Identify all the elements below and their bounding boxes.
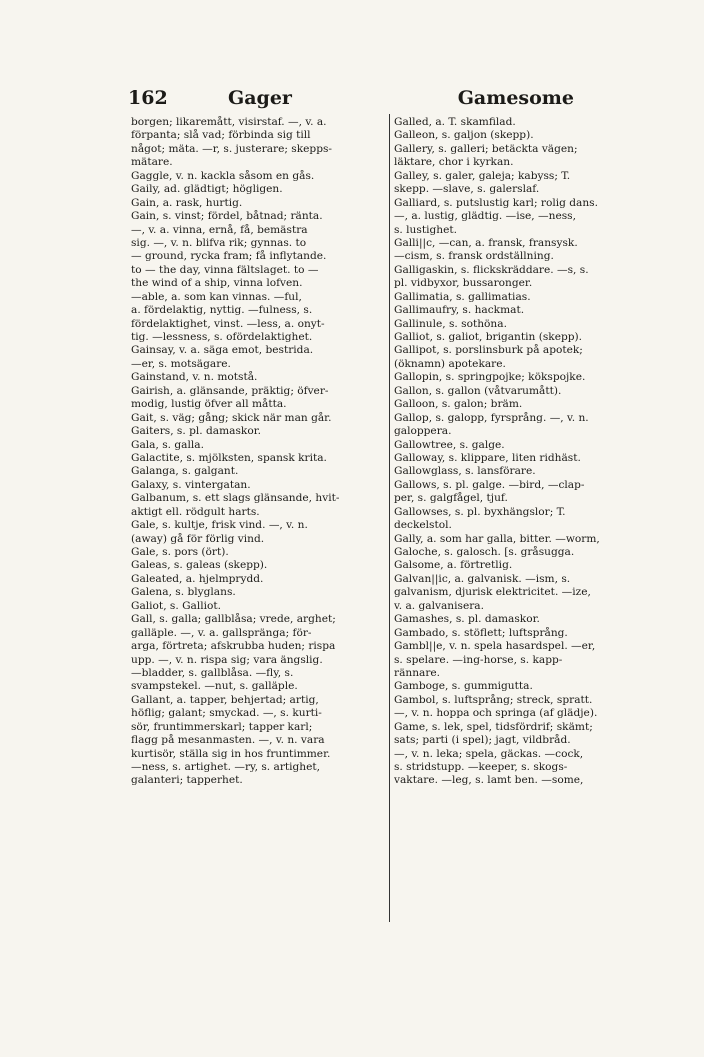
entry-line: (away) gå för förlig vind. [131,532,265,545]
entry-line: Gamashes, s. pl. damaskor. [394,613,540,626]
entry-line: Galena, s. blyglans. [131,586,236,599]
entry-line: Gain, s. vinst; fördel, båtnad; ränta. [131,210,323,223]
entry-line: Galaxy, s. vintergatan. [131,478,251,491]
left-guide-word: Gager [228,87,292,109]
entry-line: Galvan||ic, a. galvanisk. —ism, s. [394,572,571,585]
entry-line: Game, s. lek, spel, tidsfördrif; skämt; [394,720,593,733]
entry-line: Gale, s. kultje, frisk vind. —, v. n. [131,519,308,532]
entry-line: Gallop, s. galopp, fyrsprång. —, v. n. [394,411,589,424]
entry-line: mätare. [131,156,173,169]
entry-line: aktigt ell. rödgult harts. [131,505,260,518]
entry-line: galanteri; tapperhet. [131,774,243,787]
entry-line: —ness, s. artighet. —ry, s. artighet, [131,761,321,773]
entry-line: läktare, chor i kyrkan. [394,156,514,169]
entry-line: Galled, a. T. skamfilad. [394,116,516,128]
entry-line: Gambado, s. stöflett; luftsprång. [394,626,568,639]
left-column [131,116,384,924]
entry-line: flagg på mesanmasten. —, v. n. vara [131,734,325,747]
entry-line: kurtisör, ställa sig in hos fruntimmer. [131,747,331,760]
entry-line: —able, a. som kan vinnas. —ful, [131,290,302,303]
entry-line: något; mäta. —r, s. justerare; skepps- [131,142,332,155]
entry-line: Gainstand, v. n. motstå. [131,371,258,384]
column-divider [389,114,390,922]
entry-line: Galleon, s. galjon (skepp). [394,129,534,142]
entry-line: Gallows, s. pl. galge. —bird, —clap- [394,478,585,491]
entry-line: Gain, a. rask, hurtig. [131,196,243,209]
entry-line: fördelaktighet, vinst. —less, a. onyt- [131,317,325,330]
entry-line: Galactite, s. mjölksten, spansk krita. [131,451,327,464]
entry-line: galläple. —, v. a. gallspränga; för- [131,626,312,639]
page-number: 162 [128,87,168,109]
entry-line: Galeas, s. galeas (skepp). [131,559,268,572]
entry-line: Gairish, a. glänsande, präktig; öfver- [131,384,329,397]
entry-line: —, v. n. leka; spela, gäckas. —cock, [394,747,584,760]
entry-line: — ground, rycka fram; få inflytande. [131,250,327,263]
entry-line: —, a. lustig, glädtig. —ise, —ness, [394,210,576,223]
entry-line: sig. —, v. n. blifva rik; gynnas. to [131,236,307,249]
entry-line: Galoche, s. galosch. [s. gråsugga. [394,546,575,558]
entry-line: Gaiters, s. pl. damaskor. [131,425,261,438]
entry-line: rännare. [394,666,441,679]
entry-line: pl. vidbyxor, bussaronger. [394,277,533,290]
entry-line: förpanta; slå vad; förbinda sig till [131,129,311,142]
entry-line: Gala, s. galla. [131,438,204,451]
entry-line: Gallery, s. galleri; betäckta vägen; [394,142,578,155]
entry-line: Gait, s. väg; gång; skick när man går. [131,411,332,424]
entry-line: Gallinule, s. sothöna. [394,317,507,330]
entry-line: —, v. n. hoppa och springa (af glädje). [394,707,598,720]
entry-line: Gallipot, s. porslinsburk på apotek; [394,344,583,357]
entry-line: Gallant, a. tapper, behjertad; artig, [131,693,319,706]
entry-line: vaktare. —leg, s. lamt ben. —some, [394,774,584,787]
entry-line: (öknamn) apotekare. [394,357,506,370]
entry-line: Galanga, s. galgant. [131,465,239,478]
entry-line: —, v. a. vinna, ernå, få, bemästra [131,223,308,236]
entry-line: a. fördelaktig, nyttig. —fulness, s. [131,304,313,317]
entry-line: the wind of a ship, vinna lofven. [131,277,303,290]
entry-line: —er, s. motsägare. [131,357,231,370]
entry-line: Gallowtree, s. galge. [394,438,505,451]
entry-line: Galligaskin, s. flickskräddare. —s, s. [394,263,589,276]
entry-line: Galley, s. galer, galeja; kabyss; T. [394,169,571,182]
entry-line: Gall, s. galla; gallblåsa; vrede, arghet; [131,613,336,626]
entry-line: Gale, s. pors (ört). [131,546,229,558]
entry-line: Gaggle, v. n. kackla såsom en gås. [131,169,315,182]
entry-line: Gambol, s. luftsprång; streck, spratt. [394,693,593,706]
entry-line: —cism, s. fransk ordställning. [394,250,554,263]
entry-line: modig, lustig öfver all måtta. [131,398,287,411]
entry-line: Gallowglass, s. lansförare. [394,465,536,478]
entry-line: Gallimaufry, s. hackmat. [394,304,525,317]
entry-line: tig. —lessness, s. ofördelaktighet. [131,331,313,343]
entry-line: s. stridstupp. —keeper, s. skogs- [394,761,568,773]
entry-line: galoppera. [394,425,452,438]
entry-line: Gally, a. som har galla, bitter. —worm, [394,532,600,545]
entry-line: Galloway, s. klippare, liten ridhäst. [394,451,581,464]
entry-line: Galliard, s. putslustig karl; rolig dans. [394,196,598,209]
entry-line: s. spelare. —ing-horse, s. kapp- [394,653,563,666]
entry-line: Galloon, s. galon; bräm. [394,398,523,411]
entry-line: v. a. galvanisera. [394,599,484,612]
entry-line: sats; parti (i spel); jagt, vildbråd. [394,734,571,747]
entry-line: Gainsay, v. a. säga emot, bestrida. [131,344,314,357]
entry-line: svampstekel. —nut, s. galläple. [131,680,298,693]
entry-line: Galbanum, s. ett slags glänsande, hvit- [131,492,340,505]
entry-line: borgen; likaremått, visirstaf. —, v. a. [131,116,327,128]
entry-line: Galeated, a. hjelmprydd. [131,572,264,585]
entry-line: Gambl||e, v. n. spela hasardspel. —er, [394,640,596,653]
entry-line: Gaily, ad. glädtigt; högligen. [131,183,283,196]
entry-line: to — the day, vinna fältslaget. to — [131,263,319,276]
page-header [128,84,574,112]
entry-line: Galiot, s. Galliot. [131,599,222,612]
entry-line: —bladder, s. gallblåsa. —fly, s. [131,666,294,679]
entry-line: s. lustighet. [394,223,457,236]
right-column [394,116,652,924]
entry-line: galvanism, djurisk elektricitet. —ize, [394,586,591,599]
entry-line: arga, förtreta; afskrubba huden; rispa [131,640,336,653]
entry-line: Gallimatia, s. gallimatias. [394,290,531,303]
entry-line: Gamboge, s. gummigutta. [394,680,533,693]
entry-line: Gallon, s. gallon (våtvarumått). [394,384,562,397]
entry-line: skepp. —slave, s. galerslaf. [394,183,540,196]
entry-line: Gallopin, s. springpojke; kökspojke. [394,371,586,384]
entry-line: Galliot, s. galiot, brigantin (skepp). [394,331,583,343]
entry-line: höflig; galant; smyckad. —, s. kurti- [131,707,322,720]
entry-line: per, s. galgfågel, tjuf. [394,492,508,505]
right-guide-word: Gamesome [457,87,574,109]
entry-line: Galli||c, —can, a. fransk, fransysk. [394,236,578,249]
entry-line: Galsome, a. förtretlig. [394,559,513,572]
entry-line: sör, fruntimmerskarl; tapper karl; [131,720,313,733]
entry-line: deckelstol. [394,519,452,532]
entry-line: upp. —, v. n. rispa sig; vara ängslig. [131,653,323,666]
entry-line: Gallowses, s. pl. byxhängslor; T. [394,505,566,518]
